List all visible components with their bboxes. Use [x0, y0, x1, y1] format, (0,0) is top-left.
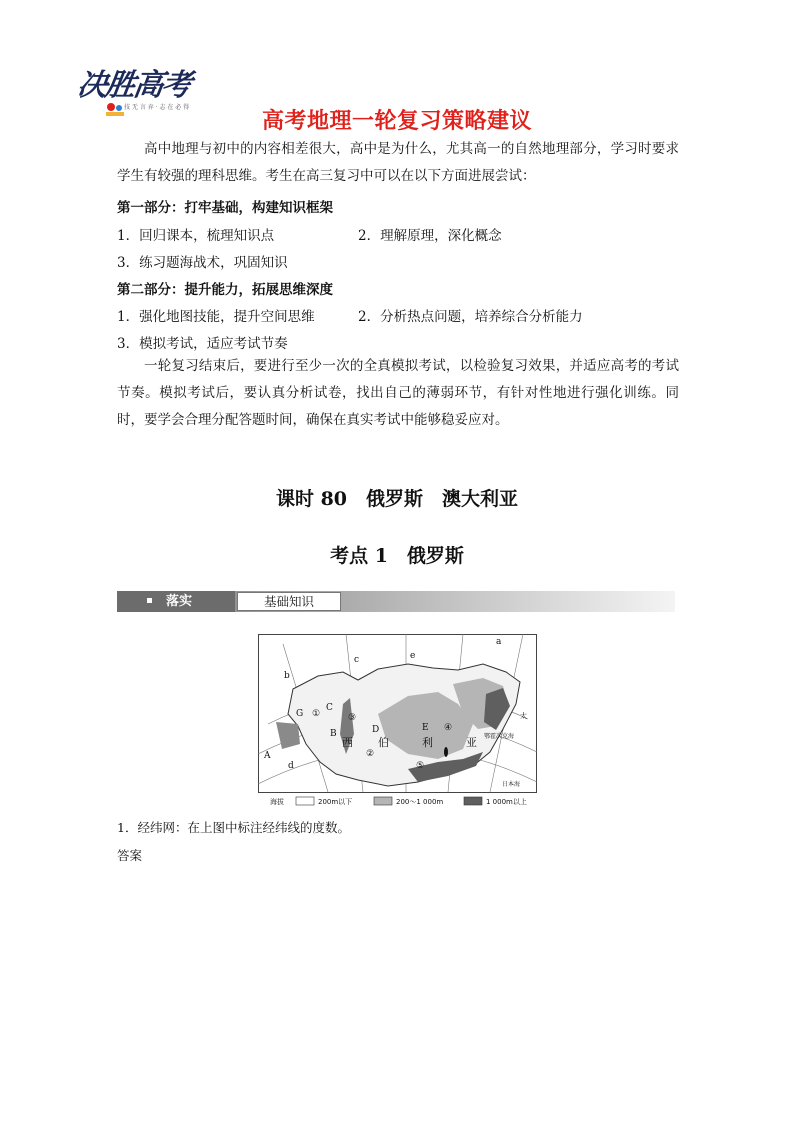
section-tag-label: 落实 [166, 594, 193, 609]
map-label-tai: 太 [520, 712, 527, 720]
part2-item: 2．分析热点问题，培养综合分析能力 [358, 309, 583, 325]
legend-swatch-low [296, 797, 314, 805]
legend-label-mid: 200～1 000m [396, 798, 444, 806]
square-bullet-icon [147, 598, 152, 603]
legend-label-low: 200m以下 [318, 798, 353, 806]
map-label-e: e [410, 651, 416, 661]
map-label-sea-okhotsk: 鄂霍次克海 [484, 733, 515, 740]
map-label-ya: 亚 [466, 736, 477, 749]
question-1: 1．经纬网：在上图中标注经纬线的度数。 [117, 820, 350, 835]
map-label-n3: ③ [348, 713, 357, 723]
map-label-n2: ② [366, 749, 375, 759]
section-bar [117, 591, 675, 612]
part1-item: 1．回归课本，梳理知识点 [117, 228, 275, 244]
logo-text: 决胜高考 [75, 68, 192, 103]
map-label-D: D [372, 725, 380, 735]
map-legend [270, 797, 527, 806]
lesson-title: 课时 80 俄罗斯 澳大利亚 [275, 488, 519, 510]
part1-item: 2．理解原理，深化概念 [358, 228, 502, 244]
answer-label: 答案 [117, 848, 143, 863]
legend-title: 海拔 [270, 798, 284, 806]
map-label-C: C [326, 703, 333, 713]
section-tag [117, 591, 235, 612]
legend-label-high: 1 000m以上 [486, 798, 527, 806]
lake-baikal [444, 747, 448, 757]
map-label-b: b [284, 671, 290, 681]
topic-title: 考点 1 俄罗斯 [330, 545, 464, 567]
intro-paragraph: 高中地理与初中的内容相差很大，高中是为什么，尤其高一的自然地理部分，学习时要求学生有较强的理科思维。考生在高三复习中可以在以下方面进展尝试： [117, 141, 679, 184]
map-label-sea-japan: 日本海 [502, 781, 521, 788]
logo-subtext: 技 无 言 弃 · 志 在 必 得 [124, 104, 190, 111]
part2-heading: 第二部分：提升能力，拓展思维深度 [117, 282, 333, 298]
map-label-a: a [496, 637, 502, 647]
map-label-n1: ① [312, 709, 321, 719]
part1-heading: 第一部分：打牢基础，构建知识框架 [117, 200, 333, 216]
map-label-G: G [296, 709, 304, 719]
legend-swatch-high [464, 797, 482, 805]
map-label-xi: 西 [342, 736, 353, 749]
russia-relief-map [258, 634, 537, 810]
map-label-bo: 伯 [378, 736, 389, 749]
map-label-n4: ④ [444, 723, 453, 733]
map-label-n5: ⑤ [416, 761, 425, 771]
map-label-B: B [330, 729, 337, 739]
section-tab: 基础知识 [237, 592, 341, 611]
map-label-d: d [288, 761, 294, 771]
closing-paragraph: 一轮复习结束后，要进行至少一次的全真模拟考试，以检验复习效果，并适应高考的考试节奏。模拟考试后，要认真分析试卷，找出自己的薄弱环节，有针对性地进行强化训练。同时，要学会合理分配答题时间，确保在真实考试中能够稳妥应对。 [117, 358, 679, 428]
map-label-li: 利 [422, 736, 433, 749]
part1-item: 3．练习题海战术，巩固知识 [117, 255, 288, 271]
part2-item: 3．模拟考试，适应考试节奏 [117, 336, 288, 352]
page-title: 高考地理一轮复习策略建议 [261, 109, 532, 134]
map-label-A: A [264, 751, 271, 761]
map-label-c: c [354, 655, 360, 665]
legend-swatch-mid [374, 797, 392, 805]
part2-item: 1．强化地图技能，提升空间思维 [117, 309, 315, 325]
map-label-E: E [422, 723, 429, 733]
